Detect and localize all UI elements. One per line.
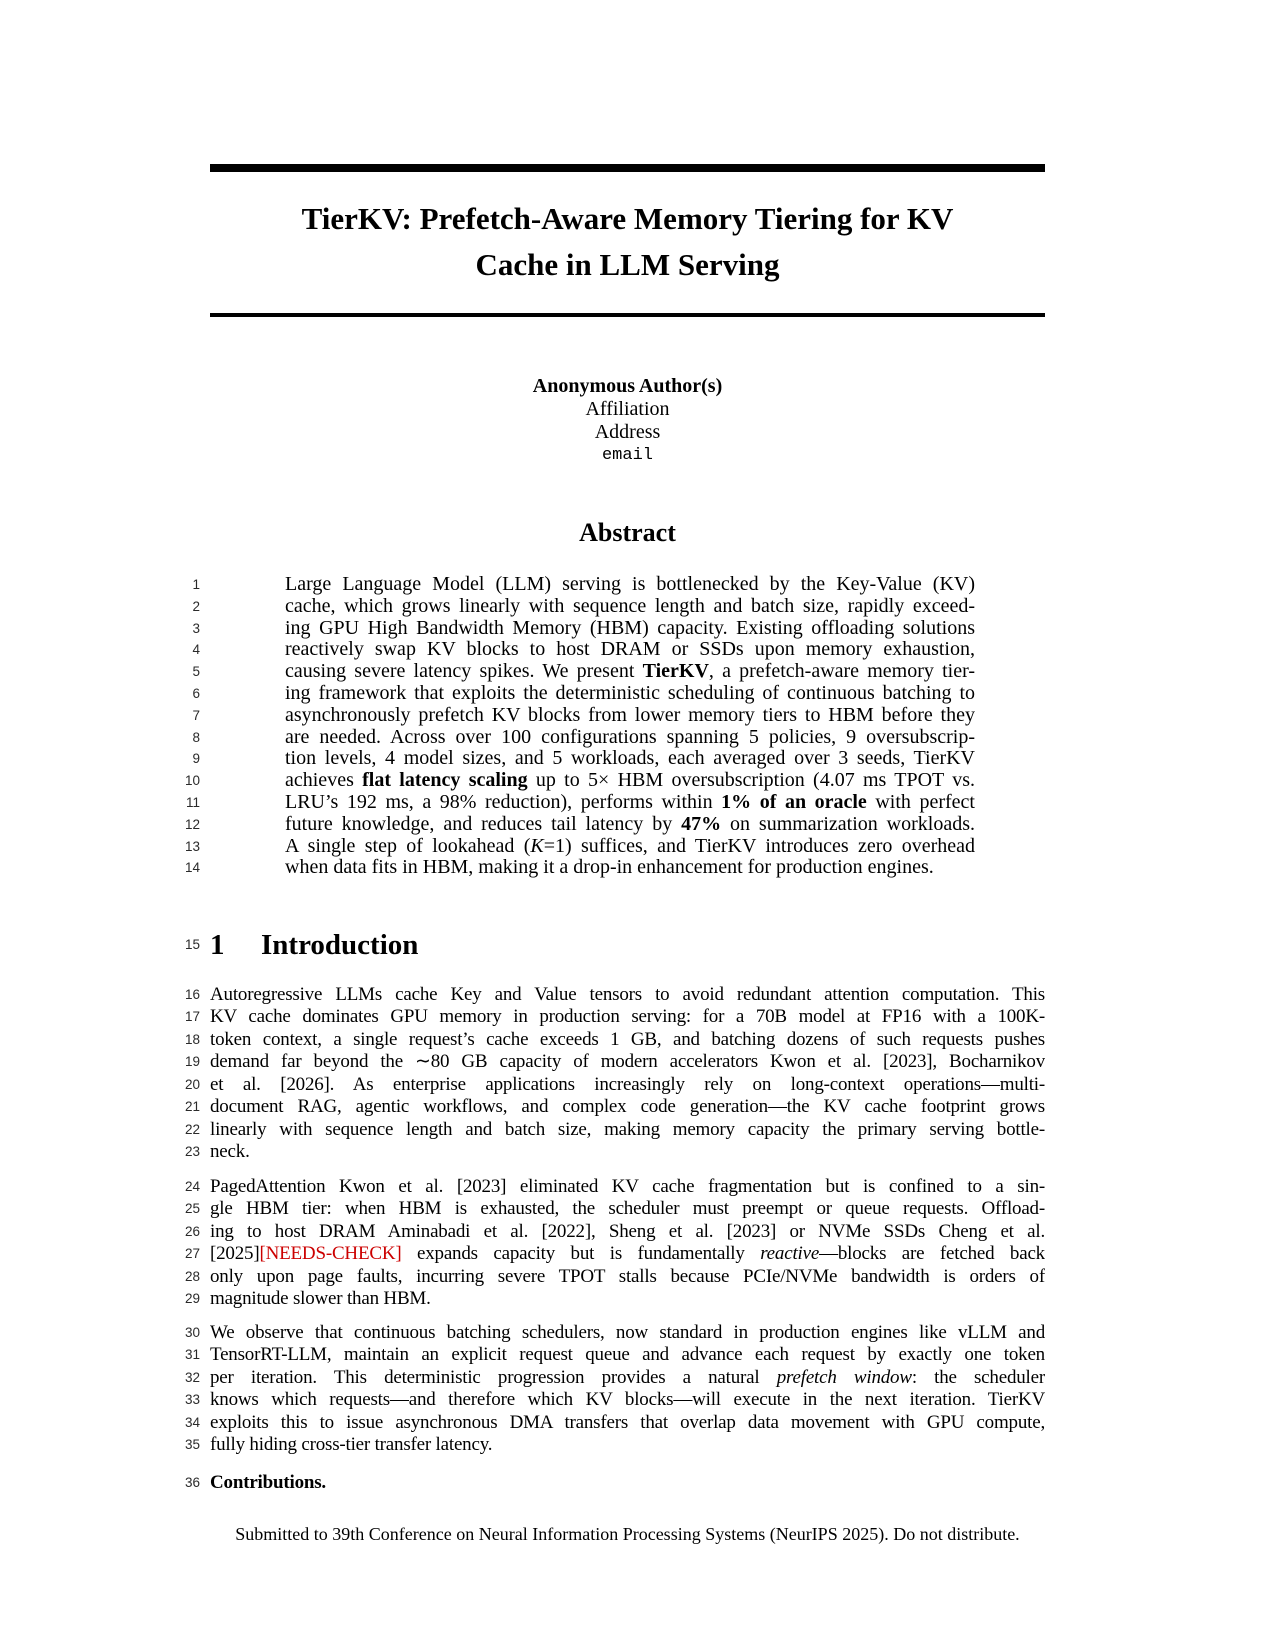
text-segment: [2025] (210, 1243, 260, 1265)
line-text (285, 574, 975, 596)
text-segment: , a prefetch-aware memory tier- (708, 661, 975, 683)
paper-title-line-1: TierKV: Prefetch-Aware Memory Tiering for KV (301, 201, 954, 236)
text-segment: prefetch window (776, 1366, 912, 1388)
text-segment: expands capacity but is fundamentally (401, 1243, 761, 1265)
line-text (210, 1243, 1045, 1265)
margin-line-number: 27 (184, 1246, 200, 1262)
text-segment: Contributions. (210, 1472, 326, 1493)
abstract-line (0, 596, 1273, 618)
margin-line-number: 8 (192, 729, 200, 745)
line-text (210, 1141, 1045, 1163)
text-segment: Large Language Model (LLM) serving is bottlenecked by the Key-Value (KV) (285, 574, 975, 595)
text-segment: 47% (681, 813, 722, 835)
abstract-line (0, 748, 1273, 770)
line-text (210, 984, 1045, 1006)
margin-line-number: 13 (184, 838, 200, 854)
abstract-line (0, 836, 1273, 858)
text-segment: PagedAttention Kwon et al. [2023] eliminated KV cache fragmentation but is confined to a sin- (210, 1176, 1045, 1197)
abstract-line (0, 770, 1273, 792)
line-text (210, 1051, 1045, 1073)
margin-line-number: 14 (184, 860, 200, 876)
line-text (210, 1074, 1045, 1096)
text-segment: Autoregressive LLMs cache Key and Value tensors to avoid redundant attention computation. This (210, 984, 1045, 1005)
title-bottom-rule (210, 313, 1045, 317)
abstract-line (0, 727, 1273, 749)
margin-line-number: 6 (192, 685, 200, 701)
line-text (210, 1367, 1045, 1389)
line-text (285, 683, 975, 705)
line-text (285, 748, 975, 770)
text-segment: token context, a single request’s cache exceeds 1 GB, and batching dozens of such requests pushes (210, 1028, 1045, 1050)
body-line (0, 1119, 1273, 1141)
line-text (285, 618, 975, 640)
margin-line-number: 24 (184, 1179, 200, 1194)
body-line (0, 1074, 1273, 1096)
author-affiliation: Affiliation (585, 398, 670, 420)
text-segment: gle HBM tier: when HBM is exhausted, the scheduler must preempt or queue requests. Offload- (210, 1198, 1045, 1220)
body-line (0, 1412, 1273, 1434)
text-segment: knows which requests—and therefore which KV blocks—will execute in the next iteration. TierKV (210, 1389, 1045, 1411)
abstract-line (0, 574, 1273, 596)
contributions-heading (0, 1472, 1273, 1494)
line-text (285, 792, 975, 814)
margin-line-number: 21 (184, 1099, 200, 1115)
line-text (285, 639, 975, 661)
text-segment: TensorRT-LLM, maintain an explicit request queue and advance each request by exactly one token (210, 1344, 1045, 1366)
section-number: 1 (210, 929, 225, 961)
text-segment: demand far beyond the ∼80 GB capacity of modern accelerators Kwon et al. [2023], Bocharnikov (210, 1051, 1045, 1073)
line-text (285, 770, 975, 792)
text-segment: =1) suffices, and TierKV introduces zero overhead (543, 835, 975, 857)
section-title: Introduction (261, 929, 419, 961)
line-text (210, 1096, 1045, 1118)
body-line (0, 1176, 1273, 1198)
line-text (285, 814, 975, 836)
margin-line-number: 3 (192, 620, 200, 636)
author-address: Address (594, 421, 661, 443)
text-segment: asynchronously prefetch KV blocks from lower memory tiers to HBM before they (285, 704, 975, 726)
body-line (0, 1051, 1273, 1073)
margin-line-number: 10 (184, 773, 200, 789)
line-text (285, 705, 975, 727)
margin-line-number: 32 (184, 1369, 200, 1385)
margin-line-number: 26 (184, 1223, 200, 1239)
line-text (210, 1119, 1045, 1141)
line-text (285, 727, 975, 749)
intro-paragraph-3 (0, 1322, 1273, 1457)
line-text (210, 1266, 1045, 1288)
abstract-body (0, 574, 1273, 879)
body-line (0, 1322, 1273, 1344)
margin-line-number: 35 (184, 1437, 200, 1453)
abstract-line (0, 618, 1273, 640)
margin-line-number: 11 (185, 794, 200, 810)
margin-line-number: 23 (184, 1144, 200, 1160)
body-line (0, 984, 1273, 1006)
line-text (210, 1221, 1045, 1243)
text-segment: neck. (210, 1141, 250, 1163)
abstract-line (0, 857, 1273, 879)
line-text (210, 1029, 1045, 1051)
body-line (0, 1389, 1273, 1411)
margin-line-number: 25 (184, 1201, 200, 1217)
body-line (0, 1006, 1273, 1028)
text-segment: achieves (285, 770, 363, 792)
paper-title-line-2: Cache in LLM Serving (475, 247, 780, 282)
intro-paragraph-2 (0, 1176, 1273, 1311)
margin-line-number: 17 (184, 1009, 200, 1025)
text-segment: are needed. Across over 100 configurations spanning 5 policies, 9 oversubscrip- (285, 726, 975, 748)
margin-line-number: 4 (192, 642, 200, 658)
body-line (0, 1221, 1273, 1243)
author-email: email (601, 446, 653, 465)
margin-line-number: 16 (184, 987, 200, 1002)
margin-line-number: 22 (184, 1121, 200, 1137)
text-segment: future knowledge, and reduces tail latency by (285, 813, 682, 835)
margin-line-number: 1 (192, 577, 200, 592)
text-segment: fully hiding cross-tier transfer latency. (210, 1434, 493, 1456)
abstract-line (0, 814, 1273, 836)
abstract-line (0, 639, 1273, 661)
margin-line-number: 34 (184, 1414, 200, 1430)
line-text (285, 661, 975, 683)
text-segment: per iteration. This deterministic progression provides a natural (210, 1366, 777, 1388)
section-heading-text (210, 928, 1273, 962)
body-line (0, 1288, 1273, 1310)
text-segment: K (530, 835, 544, 857)
line-text (210, 1434, 1045, 1456)
text-segment: with perfect (866, 791, 975, 813)
line-text (210, 1472, 1045, 1494)
text-segment: TierKV (642, 661, 709, 683)
text-segment: reactively swap KV blocks to host DRAM or SSDs upon memory exhaustion, (285, 639, 975, 661)
margin-line-number: 20 (184, 1076, 200, 1092)
line-text (210, 1389, 1045, 1411)
body-line (0, 1198, 1273, 1220)
text-segment: ing to host DRAM Aminabadi et al. [2022], Sheng et al. [2023] or NVMe SSDs Cheng et al. (210, 1220, 1045, 1242)
paper-title (210, 196, 1045, 288)
body-line (0, 1141, 1273, 1163)
text-segment: et al. [2026]. As enterprise applications increasingly rely on long-context operations—multi- (210, 1073, 1045, 1095)
text-segment: ing framework that exploits the deterministic scheduling of continuous batching to (285, 682, 975, 704)
author-name: Anonymous Author(s) (532, 375, 723, 397)
text-segment: : the scheduler (911, 1366, 1045, 1388)
margin-line-number: 2 (192, 598, 200, 614)
line-text (210, 1344, 1045, 1366)
line-text (210, 1288, 1045, 1310)
margin-line-number: 29 (184, 1291, 200, 1307)
text-segment: KV cache dominates GPU memory in production serving: for a 70B model at FP16 with a 100K- (210, 1006, 1045, 1028)
text-segment: tion levels, 4 model sizes, and 5 workloads, each averaged over 3 seeds, TierKV (285, 748, 975, 770)
line-text (210, 1322, 1045, 1344)
body-line (0, 1434, 1273, 1456)
margin-line-number: 15 (184, 937, 200, 952)
text-segment: ing GPU High Bandwidth Memory (HBM) capacity. Existing offloading solutions (285, 617, 975, 639)
text-segment: [NEEDS-CHECK] (259, 1243, 402, 1265)
section-heading (0, 928, 1273, 962)
submission-footer: Submitted to 39th Conference on Neural Information Processing Systems (NeurIPS 2025). Do not distribute. (235, 1524, 1020, 1544)
text-segment: cache, which grows linearly with sequence length and batch size, rapidly exceed- (285, 595, 975, 617)
text-segment: on summarization workloads. (721, 813, 975, 835)
line-text (210, 1006, 1045, 1028)
body-line (0, 1029, 1273, 1051)
margin-line-number: 18 (184, 1031, 200, 1047)
line-text (285, 857, 975, 879)
abstract-heading: Abstract (579, 518, 676, 547)
text-segment: magnitude slower than HBM. (210, 1288, 431, 1310)
abstract-line (0, 661, 1273, 683)
margin-line-number: 28 (184, 1268, 200, 1284)
text-segment: only upon page faults, incurring severe TPOT stalls because PCIe/NVMe bandwidth is orders of (210, 1265, 1045, 1287)
margin-line-number: 19 (184, 1054, 200, 1070)
body-line (0, 1472, 1273, 1494)
text-segment: A single step of lookahead ( (285, 835, 531, 857)
text-segment: We observe that continuous batching schedulers, now standard in production engines like vLLM and (210, 1322, 1045, 1343)
margin-line-number: 5 (192, 664, 200, 680)
text-segment: exploits this to issue asynchronous DMA transfers that overlap data movement with GPU compute, (210, 1411, 1045, 1433)
intro-paragraph-1 (0, 984, 1273, 1164)
abstract-line (0, 792, 1273, 814)
title-top-rule (210, 164, 1045, 172)
text-segment: up to 5× HBM oversubscription (4.07 ms TPOT vs. (527, 770, 975, 792)
line-text (285, 836, 975, 858)
line-text (210, 1412, 1045, 1434)
margin-line-number: 36 (184, 1475, 200, 1490)
line-text (285, 596, 975, 618)
line-text (210, 1198, 1045, 1220)
margin-line-number: 33 (184, 1392, 200, 1408)
text-segment: LRU’s 192 ms, a 98% reduction), performs within (285, 791, 722, 813)
text-segment: 1% of an oracle (721, 791, 867, 813)
body-line (0, 1266, 1273, 1288)
margin-line-number: 9 (192, 751, 200, 767)
body-line (0, 1367, 1273, 1389)
text-segment: document RAG, agentic workflows, and complex code generation—the KV cache footprint grows (210, 1096, 1045, 1118)
margin-line-number: 31 (184, 1347, 200, 1363)
text-segment: when data fits in HBM, making it a drop-in enhancement for production engines. (285, 857, 934, 879)
body-line (0, 1096, 1273, 1118)
margin-line-number: 12 (184, 816, 200, 832)
text-segment: —blocks are fetched back (819, 1243, 1045, 1265)
margin-line-number: 7 (192, 707, 200, 723)
text-segment: causing severe latency spikes. We present (285, 661, 643, 683)
text-segment: linearly with sequence length and batch size, making memory capacity the primary serving bottle- (210, 1118, 1045, 1140)
text-segment: flat latency scaling (362, 770, 528, 792)
abstract-line (0, 705, 1273, 727)
margin-line-number: 30 (184, 1325, 200, 1340)
author-block (210, 375, 1045, 467)
line-text (210, 1176, 1045, 1198)
text-segment: reactive (760, 1243, 820, 1265)
abstract-line (0, 683, 1273, 705)
body-line (0, 1243, 1273, 1265)
body-line (0, 1344, 1273, 1366)
